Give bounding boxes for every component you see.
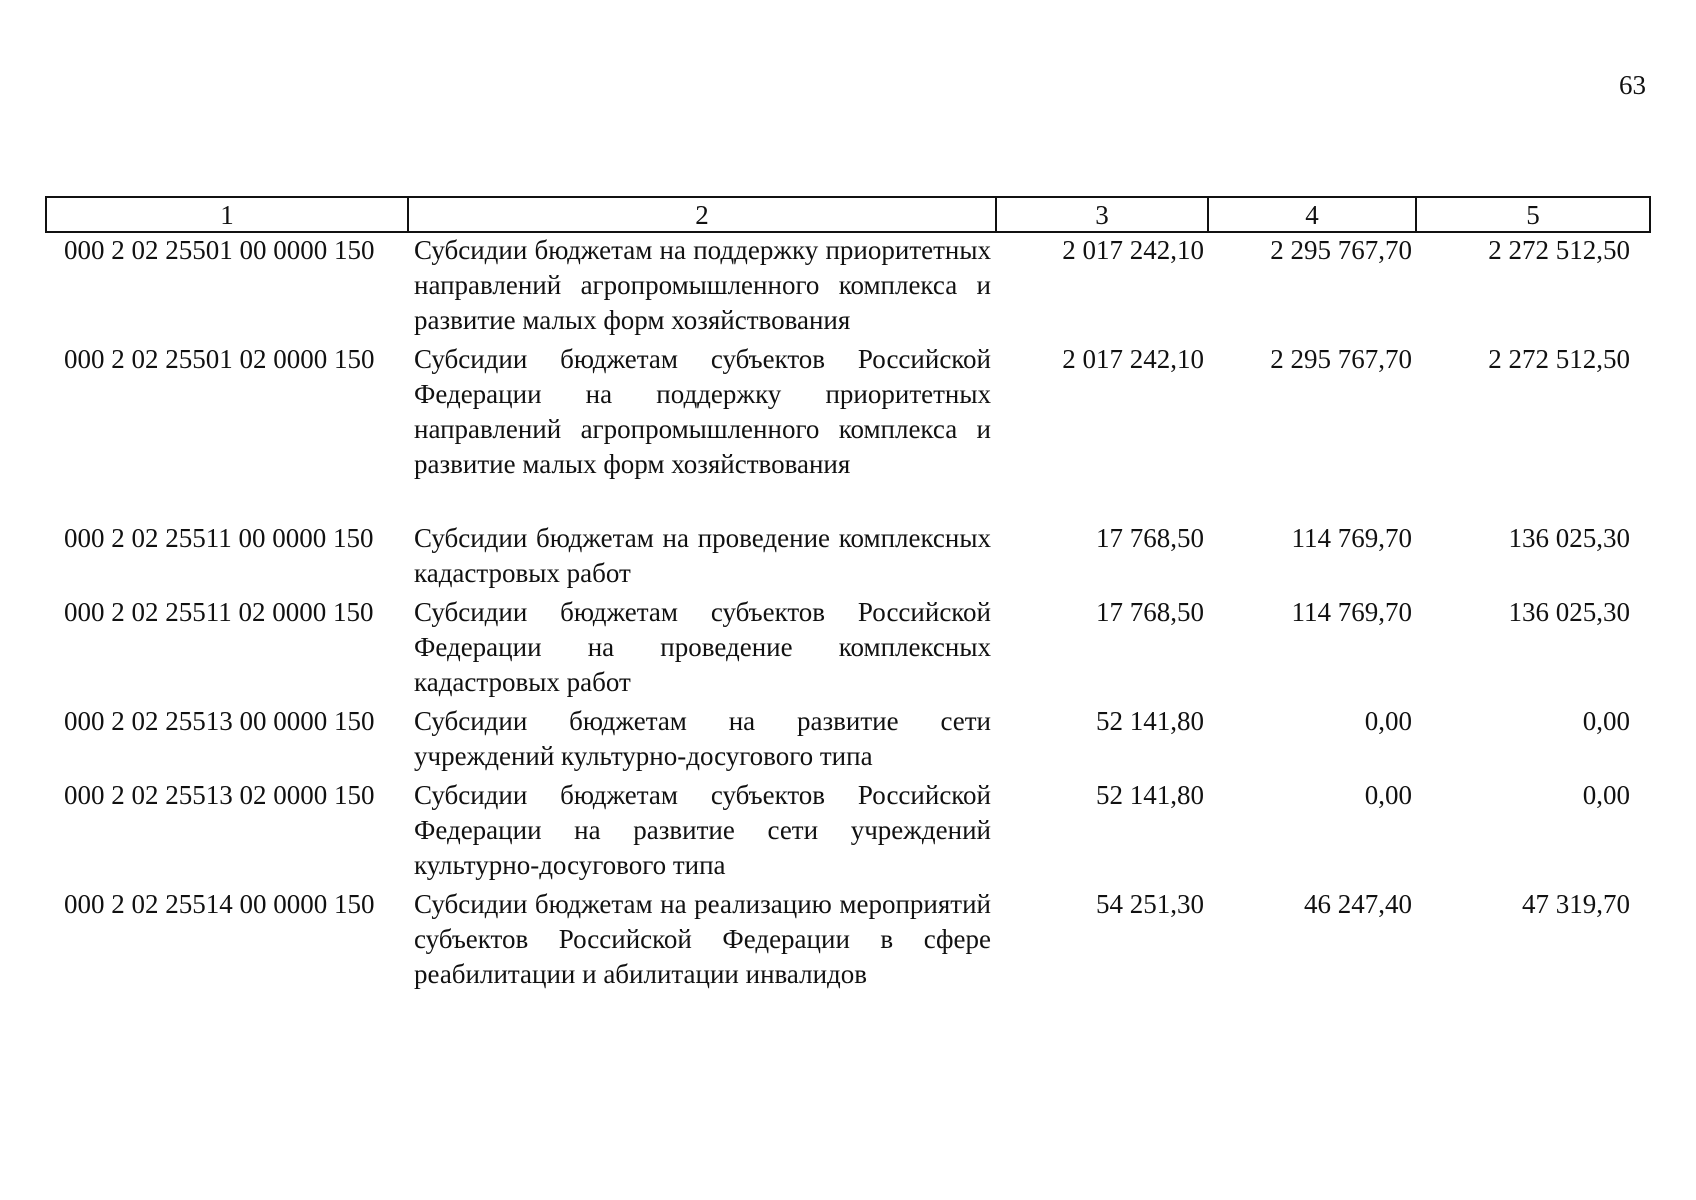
table-row — [46, 232, 1650, 342]
table-row — [46, 778, 1650, 887]
page-number: 63 — [1619, 70, 1646, 100]
table-body — [46, 232, 1650, 996]
table-row — [46, 342, 1650, 521]
table-row — [46, 887, 1650, 996]
budget-code: 000 2 02 25511 02 0000 150 — [64, 597, 374, 627]
budget-code: 000 2 02 25501 02 0000 150 — [64, 344, 375, 374]
value-col-4: 2 295 767,70 — [1270, 344, 1412, 374]
table-header — [46, 197, 1650, 232]
row-description: Субсидии бюджетам на развитие сети учреждений культурно-досугового типа — [414, 706, 991, 771]
column-header-4: 4 — [1208, 197, 1416, 232]
table-row — [46, 595, 1650, 704]
row-description: Субсидии бюджетам на поддержку приоритетных направлений агропромышленного комплекса и развитие малых форм хозяйствования — [414, 235, 991, 335]
row-description: Субсидии бюджетам субъектов Российской Федерации на развитие сети учреждений культурно-досугового типа — [414, 780, 991, 880]
budget-code: 000 2 02 25513 00 0000 150 — [64, 706, 375, 736]
value-col-4: 114 769,70 — [1291, 597, 1412, 627]
value-col-4: 0,00 — [1364, 780, 1412, 810]
table-row — [46, 704, 1650, 778]
value-col-5: 2 272 512,50 — [1488, 344, 1630, 374]
budget-code: 000 2 02 25501 00 0000 150 — [64, 235, 375, 265]
row-description: Субсидии бюджетам на реализацию мероприятий субъектов Российской Федерации в сфере реабилитации и абилитации инвалидов — [414, 889, 991, 989]
value-col-3: 17 768,50 — [1096, 597, 1204, 627]
value-col-3: 54 251,30 — [1096, 889, 1204, 919]
value-col-5: 0,00 — [1582, 706, 1630, 736]
value-col-3: 52 141,80 — [1096, 706, 1204, 736]
budget-code: 000 2 02 25511 00 0000 150 — [64, 523, 374, 553]
value-col-5: 47 319,70 — [1522, 889, 1630, 919]
value-col-5: 136 025,30 — [1508, 597, 1630, 627]
value-col-3: 52 141,80 — [1096, 780, 1204, 810]
budget-code: 000 2 02 25513 02 0000 150 — [64, 780, 375, 810]
column-header-2: 2 — [408, 197, 996, 232]
value-col-3: 2 017 242,10 — [1062, 235, 1204, 265]
row-description: Субсидии бюджетам субъектов Российской Федерации на поддержку приоритетных направлений агропромышленного комплекса и развитие малых форм хозяйствования — [414, 344, 991, 479]
column-header-1: 1 — [46, 197, 408, 232]
value-col-4: 2 295 767,70 — [1270, 235, 1412, 265]
budget-table — [45, 196, 1651, 996]
value-col-5: 2 272 512,50 — [1488, 235, 1630, 265]
value-col-3: 2 017 242,10 — [1062, 344, 1204, 374]
table-row — [46, 521, 1650, 595]
budget-code: 000 2 02 25514 00 0000 150 — [64, 889, 375, 919]
value-col-3: 17 768,50 — [1096, 523, 1204, 553]
value-col-5: 0,00 — [1582, 780, 1630, 810]
row-description: Субсидии бюджетам субъектов Российской Федерации на проведение комплексных кадастровых работ — [414, 597, 991, 697]
column-header-3: 3 — [996, 197, 1208, 232]
value-col-5: 136 025,30 — [1508, 523, 1630, 553]
value-col-4: 0,00 — [1364, 706, 1412, 736]
header-row — [46, 197, 1650, 232]
value-col-4: 46 247,40 — [1304, 889, 1412, 919]
value-col-4: 114 769,70 — [1291, 523, 1412, 553]
row-description: Субсидии бюджетам на проведение комплексных кадастровых работ — [414, 523, 991, 588]
column-header-5: 5 — [1416, 197, 1650, 232]
